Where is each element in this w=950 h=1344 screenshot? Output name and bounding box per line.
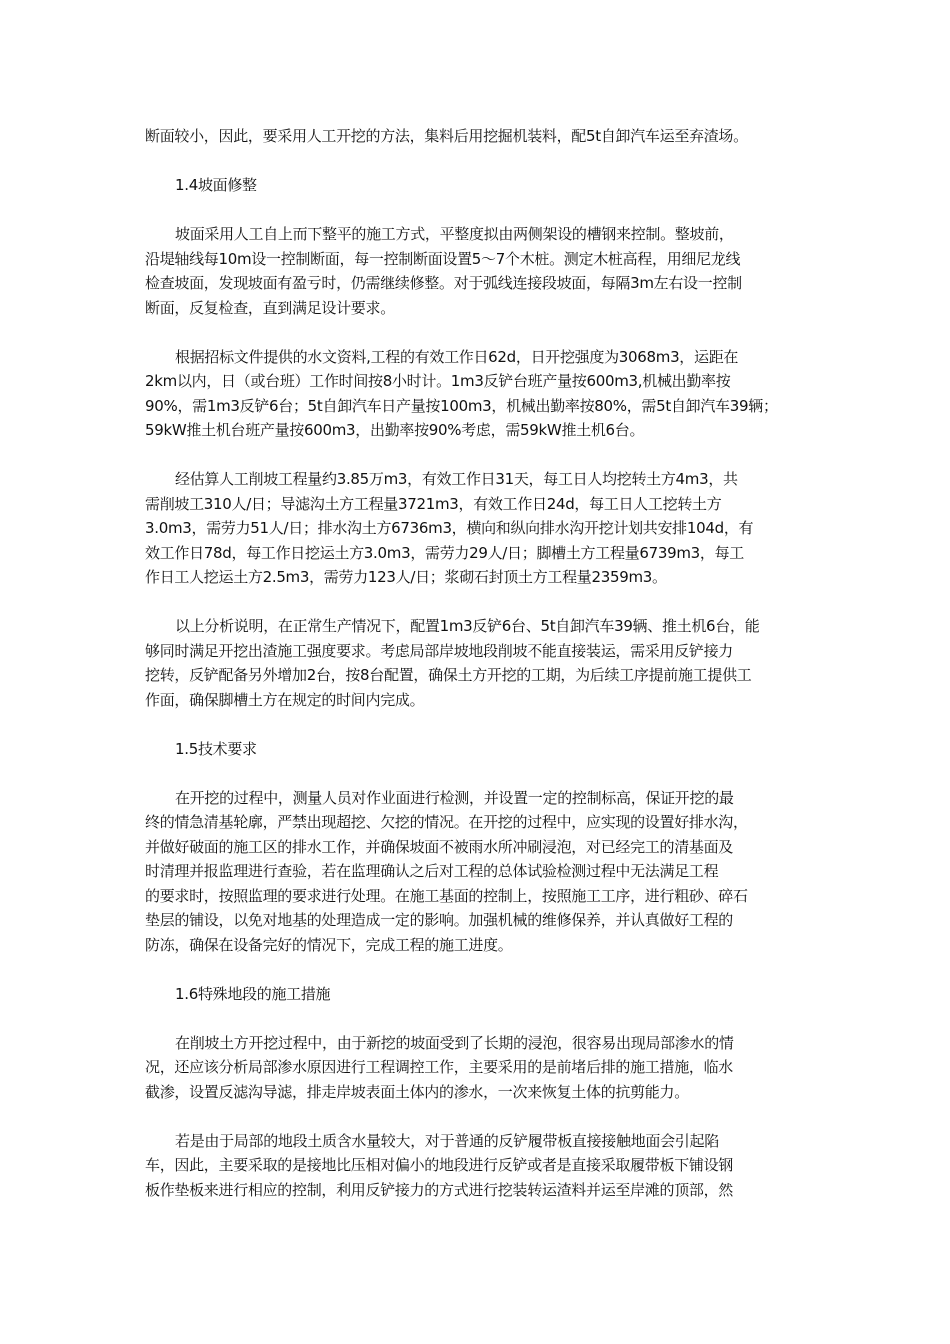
document-page [145, 124, 807, 1202]
paragraph-seepage [145, 1031, 807, 1105]
text-line: 截渗，设置反滤沟导滤，排走岸坡表面土体内的渗水，一次来恢复土体的抗剪能力。 [145, 1082, 689, 1101]
text-line: 检查坡面，发现坡面有盈亏时，仍需继续修整。对于弧线连接段坡面，每隔3m左右设一控制 [145, 274, 742, 292]
text-line: 断面，反复检查，直到满足设计要求。 [145, 298, 395, 317]
heading-text: 1.6特殊地段的施工措施 [175, 984, 331, 1003]
text-line: 59kW推土机台班产量按600m3，出勤率按90%考虑，需59kW推土机6台。 [145, 421, 645, 439]
section-heading-1-6 [145, 982, 807, 1007]
text-line: 效工作日78d，每工作日挖运土方3.0m3，需劳力29人/日；脚槽土方工程量6739m3，每工 [145, 543, 744, 562]
paragraph-technical [145, 786, 807, 958]
section-heading-1-5 [145, 737, 807, 762]
text-line: 需削坡工310人/日；导滤沟土方工程量3721m3，有效工作日24d，每工日人工挖转土方 [145, 494, 722, 513]
text-line: 沿堤轴线每10m设一控制断面，每一控制断面设置5～7个木桩。测定木桩高程，用细尼龙线 [145, 249, 741, 268]
text-line: 经估算人工削坡工程量约3.85万m3，有效工作日31天，每工日人均挖转土方4m3，共 [175, 470, 738, 488]
heading-text: 1.5技术要求 [175, 739, 257, 758]
text-line: 90%，需1m3反铲6台；5t自卸汽车日产量按100m3，机械出勤率按80%，需5t自卸汽车39辆； [145, 396, 778, 415]
text-line: 以上分析说明，在正常生产情况下，配置1m3反铲6台、5t自卸汽车39辆、推土机6台，能 [175, 617, 760, 635]
text-line: 若是由于局部的地段土质含水量较大，对于普通的反铲履带板直接接触地面会引起陷 [175, 1131, 719, 1150]
text-line: 根据招标文件提供的水文资料,工程的有效工作日62d，日开挖强度为3068m3，运距在 [175, 347, 739, 366]
text-line: 防冻，确保在设备完好的情况下，完成工程的施工进度。 [145, 935, 513, 954]
paragraph-hydrology [145, 345, 807, 443]
heading-text: 1.4坡面修整 [175, 176, 257, 194]
text-line: 坡面采用人工自上而下整平的施工方式，平整度拟由两侧架设的槽钢来控制。整坡前， [175, 225, 734, 243]
text-line: 作日工人挖运土方2.5m3，需劳力123人/日；浆砌石封顶土方工程量2359m3。 [145, 568, 667, 586]
text-line: 挖转，反铲配备另外增加2台，按8台配置，确保土方开挖的工期，为后续工序提前施工提供工 [145, 666, 752, 684]
text-line: 终的情急清基轮廓，严禁出现超挖、欠挖的情况。在开挖的过程中，应实现的设置好排水沟， [145, 813, 748, 831]
text-line: 断面较小，因此，要采用人工开挖的方法，集料后用挖掘机装料，配5t自卸汽车运至弃渣场。 [145, 127, 748, 145]
paragraph-analysis [145, 614, 807, 712]
paragraph-estimate [145, 467, 807, 590]
text-line: 的要求时，按照监理的要求进行处理。在施工基面的控制上，按照施工工序，进行粗砂、碎石 [145, 886, 748, 905]
paragraph-soft-ground [145, 1129, 807, 1203]
text-line: 况，还应该分析局部渗水原因进行工程调控工作，主要采用的是前堵后排的施工措施，临水 [145, 1058, 734, 1076]
text-line: 够同时满足开挖出渣施工强度要求。考虑局部岸坡地段削坡不能直接装运，需采用反铲接力 [145, 641, 734, 660]
section-heading-1-4 [145, 173, 807, 198]
text-line: 2km以内，日（或台班）工作时间按8小时计。1m3反铲台班产量按600m3,机械出勤率按 [145, 372, 731, 390]
text-line: 3.0m3，需劳力51人/日；排水沟土方6736m3，横向和纵向排水沟开挖计划共安排104d，有 [145, 519, 754, 537]
text-line: 在削坡土方开挖过程中，由于新挖的坡面受到了长期的浸泡，很容易出现局部渗水的情 [175, 1033, 734, 1052]
text-line: 垫层的铺设，以免对地基的处理造成一定的影响。加强机械的维修保养，并认真做好工程的 [145, 911, 734, 929]
text-line: 在开挖的过程中，测量人员对作业面进行检测，并设置一定的控制标高，保证开挖的最 [175, 788, 734, 807]
text-line: 时清理并报监理进行查验，若在监理确认之后对工程的总体试验检测过程中无法满足工程 [145, 862, 719, 880]
paragraph-continued [145, 124, 807, 149]
text-line: 并做好破面的施工区的排水工作，并确保坡面不被雨水所冲刷浸泡，对已经完工的清基面及 [145, 837, 734, 856]
text-line: 车，因此，主要采取的是接地比压相对偏小的地段进行反铲或者是直接采取履带板下铺设钢 [145, 1156, 734, 1174]
text-line: 作面，确保脚槽土方在规定的时间内完成。 [145, 690, 425, 709]
paragraph-slope-trimming [145, 222, 807, 320]
text-line: 板作垫板来进行相应的控制，利用反铲接力的方式进行挖装转运渣料并运至岸滩的顶部，然 [145, 1180, 734, 1199]
